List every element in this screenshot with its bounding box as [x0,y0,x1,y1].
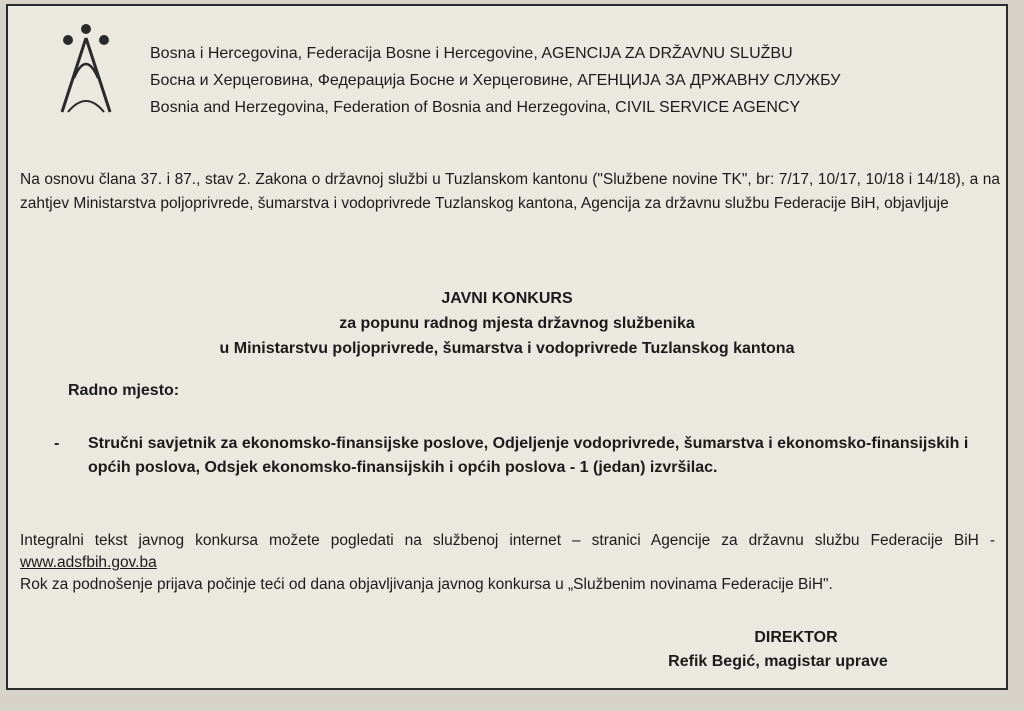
konkurs-title: JAVNI KONKURS [441,290,573,307]
website-link[interactable]: www.adsfbih.gov.ba [20,554,157,571]
footer-info-text: Integralni tekst javnog konkursa možete pogledati na službenoj internet – stranici Agencije za državnu službu Federacije BiH - [20,532,995,549]
position-description: Stručni savjetnik za ekonomsko-finansijske poslove, Odjeljenje vodoprivrede, šumarstva i ekonomsko-finansijskih i općih poslova, Odsjek ekonomsko-finansijskih i općih poslova - 1 (jedan) izvršilac. [88,435,969,476]
header-line-bosnian: Bosna i Hercegovina, Federacija Bosne i Hercegovine, AGENCIJA ZA DRŽAVNU SLUŽBU [150,45,793,62]
agency-header [150,40,840,121]
list-bullet: - [54,435,60,452]
konkurs-ministry: u Ministarstvu poljoprivrede, šumarstva i vodoprivrede Tuzlanskog kantona [219,340,795,357]
director-title: DIREKTOR [754,629,838,646]
radno-mjesto-label: Radno mjesto: [68,382,180,399]
public-notice [6,4,1008,690]
footer-paragraph [20,530,995,596]
agency-logo-icon [46,20,126,130]
konkurs-subtitle: za popunu radnog mjesta državnog službenika [339,315,695,332]
deadline-text: Rok za podnošenje prijava počinje teći od dana objavljivanja javnog konkursa u „Službenim novinama Federacije BiH". [20,576,833,593]
konkurs-heading [8,286,1006,361]
director-name: Refik Begić, magistar uprave [668,653,888,670]
position-list-item [54,432,974,480]
intro-paragraph: Na osnovu člana 37. i 87., stav 2. Zakona o državnoj službi u Tuzlanskom kantonu ("Službene novine TK", br: 7/17, 10/17, 10/18 i 14/18), a na zahtjev Ministarstva poljoprivrede, šumarstva i vodoprivrede Tuzlanskog kantona, Agencija za državnu službu Federacije BiH, objavljuje [20,171,1000,212]
signature-block [568,626,988,674]
header-line-cyrillic: Босна и Херцеговина, Федерација Босне и Херцеговине, АГЕНЦИЈА ЗА ДРЖАВНУ СЛУЖБУ [150,72,841,89]
header-line-english: Bosnia and Herzegovina, Federation of Bosnia and Herzegovina, CIVIL SERVICE AGENCY [150,99,801,116]
